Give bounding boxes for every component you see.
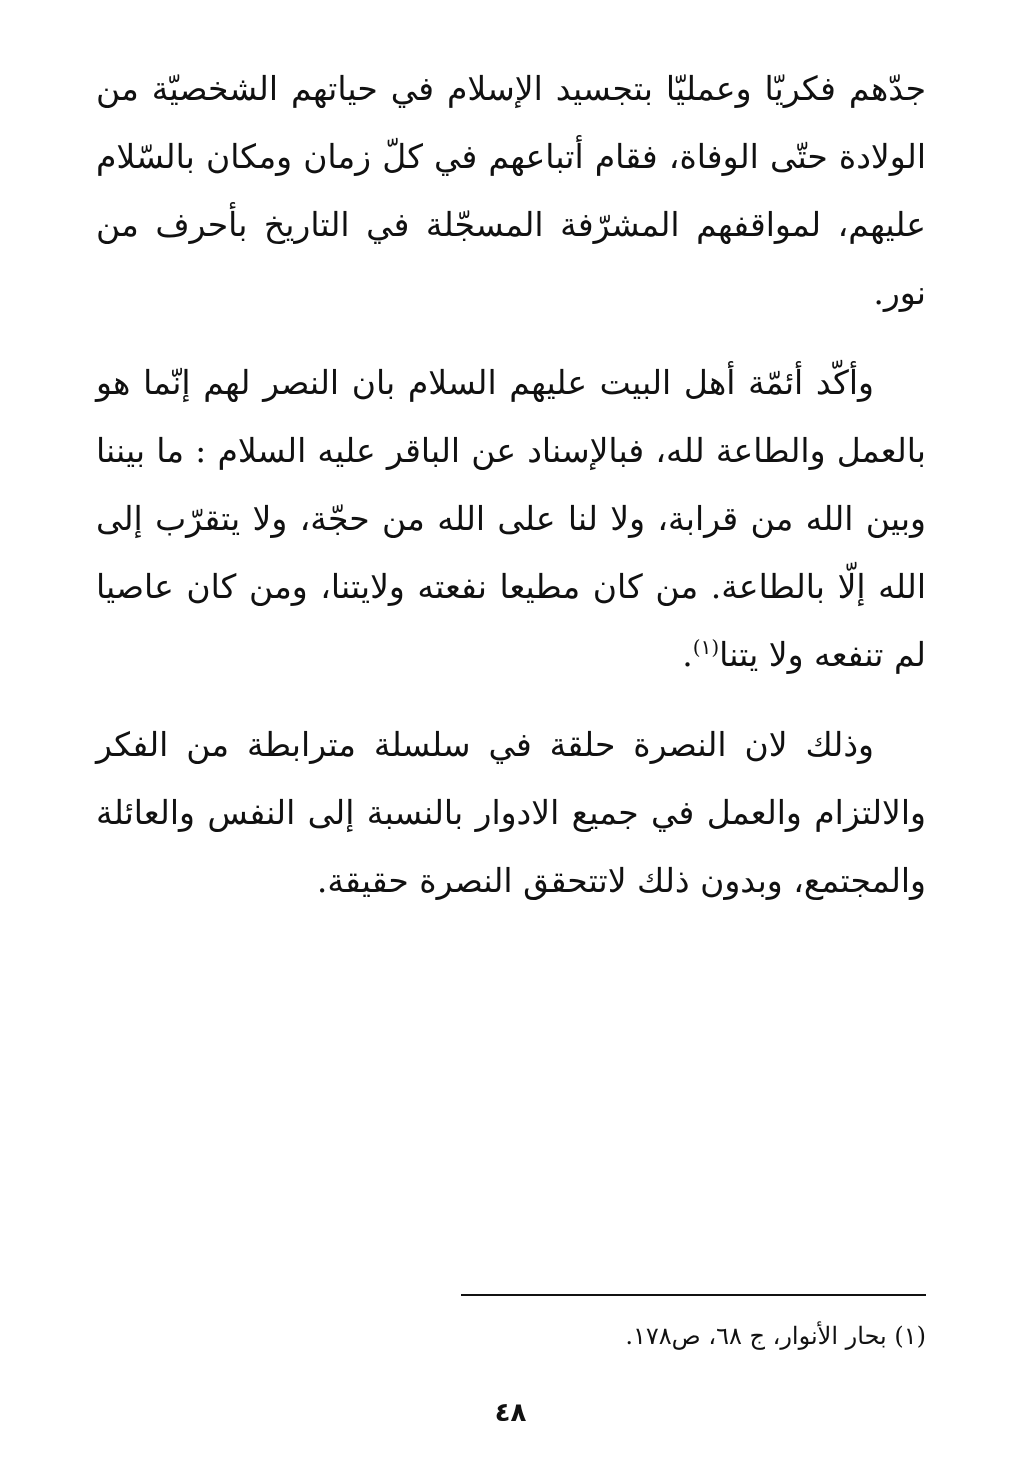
paragraph-2: [96, 349, 926, 689]
page-number: ٤٨: [494, 1398, 527, 1428]
footnote-reference[interactable]: (١): [692, 635, 720, 659]
paragraph-2-end: .: [682, 635, 693, 674]
body-text: [96, 55, 926, 915]
paragraph-1: جدّهم فكريّا وعمليّا بتجسيد الإسلام في حياتهم الشخصيّة من الولادة حتّى الوفاة، فقام أتباعهم في كلّ زمان ومكان بالسّلام عليهم، لمواقفهم المشرّفة المسجّلة في التاريخ بأحرف من نور.: [96, 69, 926, 312]
footnote-divider: [461, 1294, 926, 1296]
paragraph-2-text: وأكّد أئمّة أهل البيت عليهم السلام بان النصر لهم إنّما هو بالعمل والطاعة لله، فبالإسناد عن الباقر عليه السلام : ما بيننا وبين الله من قرابة، ولا لنا على الله من حجّة، ولا يتقرّب إلى الله إلّا بالطاعة. من كان مطيعا نفعته ولايتنا، ومن كان عاصيا لم تنفعه ولا يتنا: [96, 363, 927, 674]
footnote: (١) بحار الأنوار، ج ٦٨، ص١٧٨.: [625, 1322, 926, 1350]
paragraph-3: وذلك لان النصرة حلقة في سلسلة مترابطة من الفكر والالتزام والعمل في جميع الادوار بالنسبة إلى النفس والعائلة والمجتمع، وبدون ذلك لاتتحقق النصرة حقيقة.: [96, 725, 926, 900]
